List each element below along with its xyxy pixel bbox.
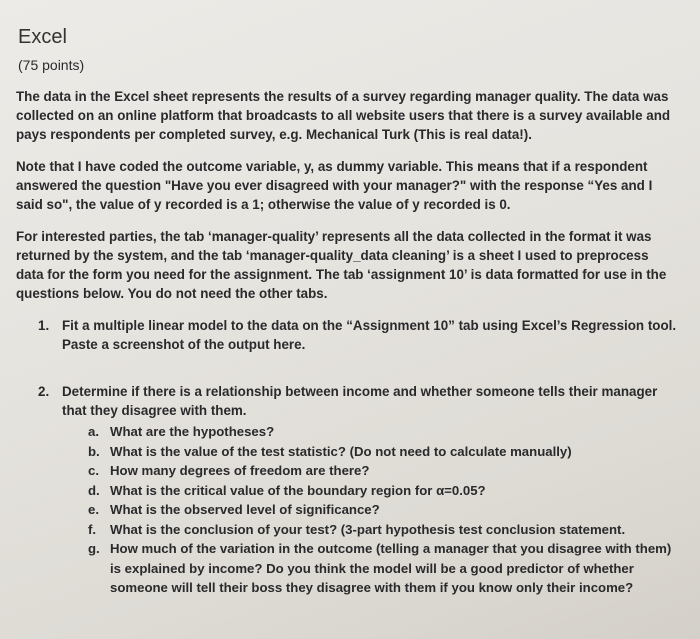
- subquestion-text: What is the value of the test statistic? (Do not need to calculate manually): [110, 443, 572, 459]
- subquestion-text: What is the critical value of the boundary region for α=0.05?: [110, 482, 486, 498]
- tabs-paragraph: [16, 227, 678, 303]
- coding-note-paragraph: Note that I have coded the outcome variable, y, as dummy variable. This means that if a respondent answered the question "Have you ever disagreed with your manager?" with the response “Yes and I said so", the value of y recorded is a 1; otherwise the value of y recorded is 0.: [16, 159, 653, 212]
- subquestion-item: [62, 422, 678, 442]
- question-item: [16, 316, 678, 354]
- subquestion-item: [62, 500, 678, 520]
- points-label: (75 points): [18, 57, 85, 73]
- tabs-paragraph-text: For interested parties, the tab ‘manager-quality’ represents all the data collected in the format it was returned by the system, and the tab ‘manager-quality_data cleaning’ is a sheet I used to preprocess data for the form you need for the assignment.: [16, 229, 652, 282]
- subquestion-letter: d.: [88, 482, 100, 498]
- subquestion-letter: f.: [88, 521, 97, 537]
- subquestion-letter: e.: [88, 502, 99, 517]
- subquestion-letter: b.: [88, 443, 100, 459]
- subquestion-item: [62, 520, 678, 540]
- question-item: [16, 382, 678, 598]
- subquestion-text: How many degrees of freedom are there?: [110, 463, 370, 478]
- subquestion-text: What is the conclusion of your test? (3-part hypothesis test conclusion statement.: [110, 521, 626, 537]
- question-text: Fit a multiple linear model to the data on the “Assignment 10” tab using Excel’s Regression tool. Paste a screenshot of the output here.: [62, 318, 677, 352]
- page-title: Excel: [18, 26, 67, 48]
- tabs-paragraph-bold: The tab ‘assignment 10’ is data formatted for use in the questions below. You do not need the other tabs.: [16, 267, 667, 301]
- subquestion-text: What is the observed level of significance?: [110, 502, 380, 517]
- question-number: 1.: [38, 318, 50, 333]
- subquestion-text: What are the hypotheses?: [110, 424, 275, 439]
- question-list: [16, 316, 678, 598]
- subquestion-text: How much of the variation in the outcome (telling a manager that you disagree with them) is explained by income? Do you think the model will be a good predictor of whether someone will tell their boss they disagree with them if you know only their income?: [110, 541, 672, 595]
- subquestion-item: [62, 539, 678, 598]
- subquestion-letter: g.: [88, 541, 100, 556]
- intro-paragraph: The data in the Excel sheet represents the results of a survey regarding manager quality. The data was collected on an online platform that broadcasts to all website users that there is a survey available and pays respondents per completed survey, e.g. Mechanical Turk (This is real data!).: [16, 89, 671, 142]
- question-text: Determine if there is a relationship between income and whether someone tells their manager that they disagree with them.: [62, 384, 658, 418]
- subquestion-letter: c.: [88, 463, 99, 478]
- subquestion-letter: a.: [88, 424, 99, 439]
- subquestion-item: [62, 461, 678, 481]
- subquestion-item: [62, 442, 678, 462]
- subquestion-list: [62, 422, 678, 598]
- subquestion-item: [62, 481, 678, 501]
- question-number: 2.: [38, 384, 50, 399]
